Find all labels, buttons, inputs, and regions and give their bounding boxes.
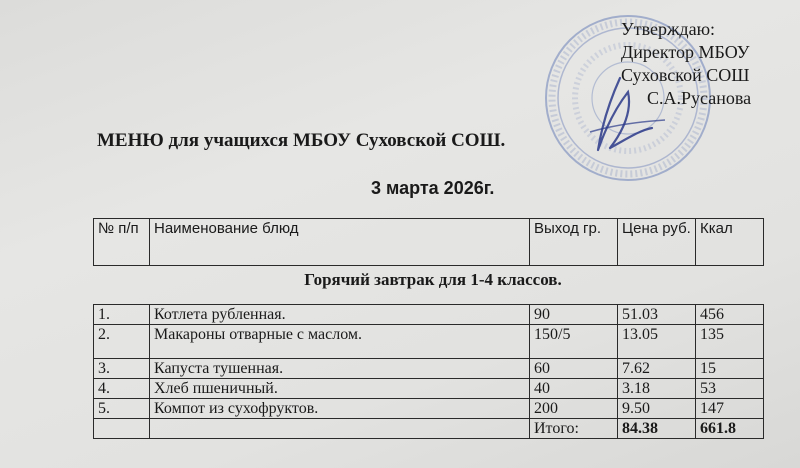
row-yield: 60 [530,359,618,379]
approval-block [621,18,751,110]
row-kcal: 456 [696,305,764,325]
row-kcal: 135 [696,325,764,359]
row-price: 7.62 [618,359,696,379]
total-empty-cell [150,419,530,439]
row-kcal: 147 [696,399,764,419]
row-price: 51.03 [618,305,696,325]
row-dish-name: Капуста тушенная. [150,359,530,379]
section-heading: Горячий завтрак для 1-4 классов. [304,270,562,289]
row-yield: 90 [530,305,618,325]
row-number: 5. [94,399,150,419]
total-label: Итого: [530,419,618,439]
row-number: 1. [94,305,150,325]
row-price: 3.18 [618,379,696,399]
row-dish-name: Хлеб пшеничный. [150,379,530,399]
menu-header-table [93,218,764,266]
row-number: 2. [94,325,150,359]
header-yield: Выход гр. [530,219,618,266]
row-number: 4. [94,379,150,399]
menu-items-table [93,304,764,439]
row-yield: 200 [530,399,618,419]
approval-heading: Утверждаю: [621,19,716,39]
header-price: Цена руб. [618,219,696,266]
row-number: 3. [94,359,150,379]
header-dish-name: Наименование блюд [150,219,530,266]
row-dish-name: Компот из сухофруктов. [150,399,530,419]
approval-position: Директор МБОУ [621,42,750,62]
total-empty-cell [94,419,150,439]
header-row [94,219,764,266]
row-yield: 40 [530,379,618,399]
table-row [94,399,764,419]
table-row [94,325,764,359]
table-row [94,359,764,379]
row-yield: 150/5 [530,325,618,359]
header-kcal: Ккал [696,219,764,266]
total-kcal: 661.8 [696,419,764,439]
header-number: № п/п [94,219,150,266]
row-kcal: 53 [696,379,764,399]
table-row [94,305,764,325]
approval-director-name: С.А.Русанова [647,88,752,108]
row-price: 13.05 [618,325,696,359]
row-dish-name: Макароны отварные с маслом. [150,325,530,359]
menu-date: 3 марта 2026г. [371,178,495,198]
row-dish-name: Котлета рубленная. [150,305,530,325]
total-price: 84.38 [618,419,696,439]
total-row [94,419,764,439]
menu-title: МЕНЮ для учащихся МБОУ Суховской СОШ. [97,130,506,151]
table-row [94,379,764,399]
row-kcal: 15 [696,359,764,379]
approval-school: Суховской СОШ [621,65,750,85]
row-price: 9.50 [618,399,696,419]
